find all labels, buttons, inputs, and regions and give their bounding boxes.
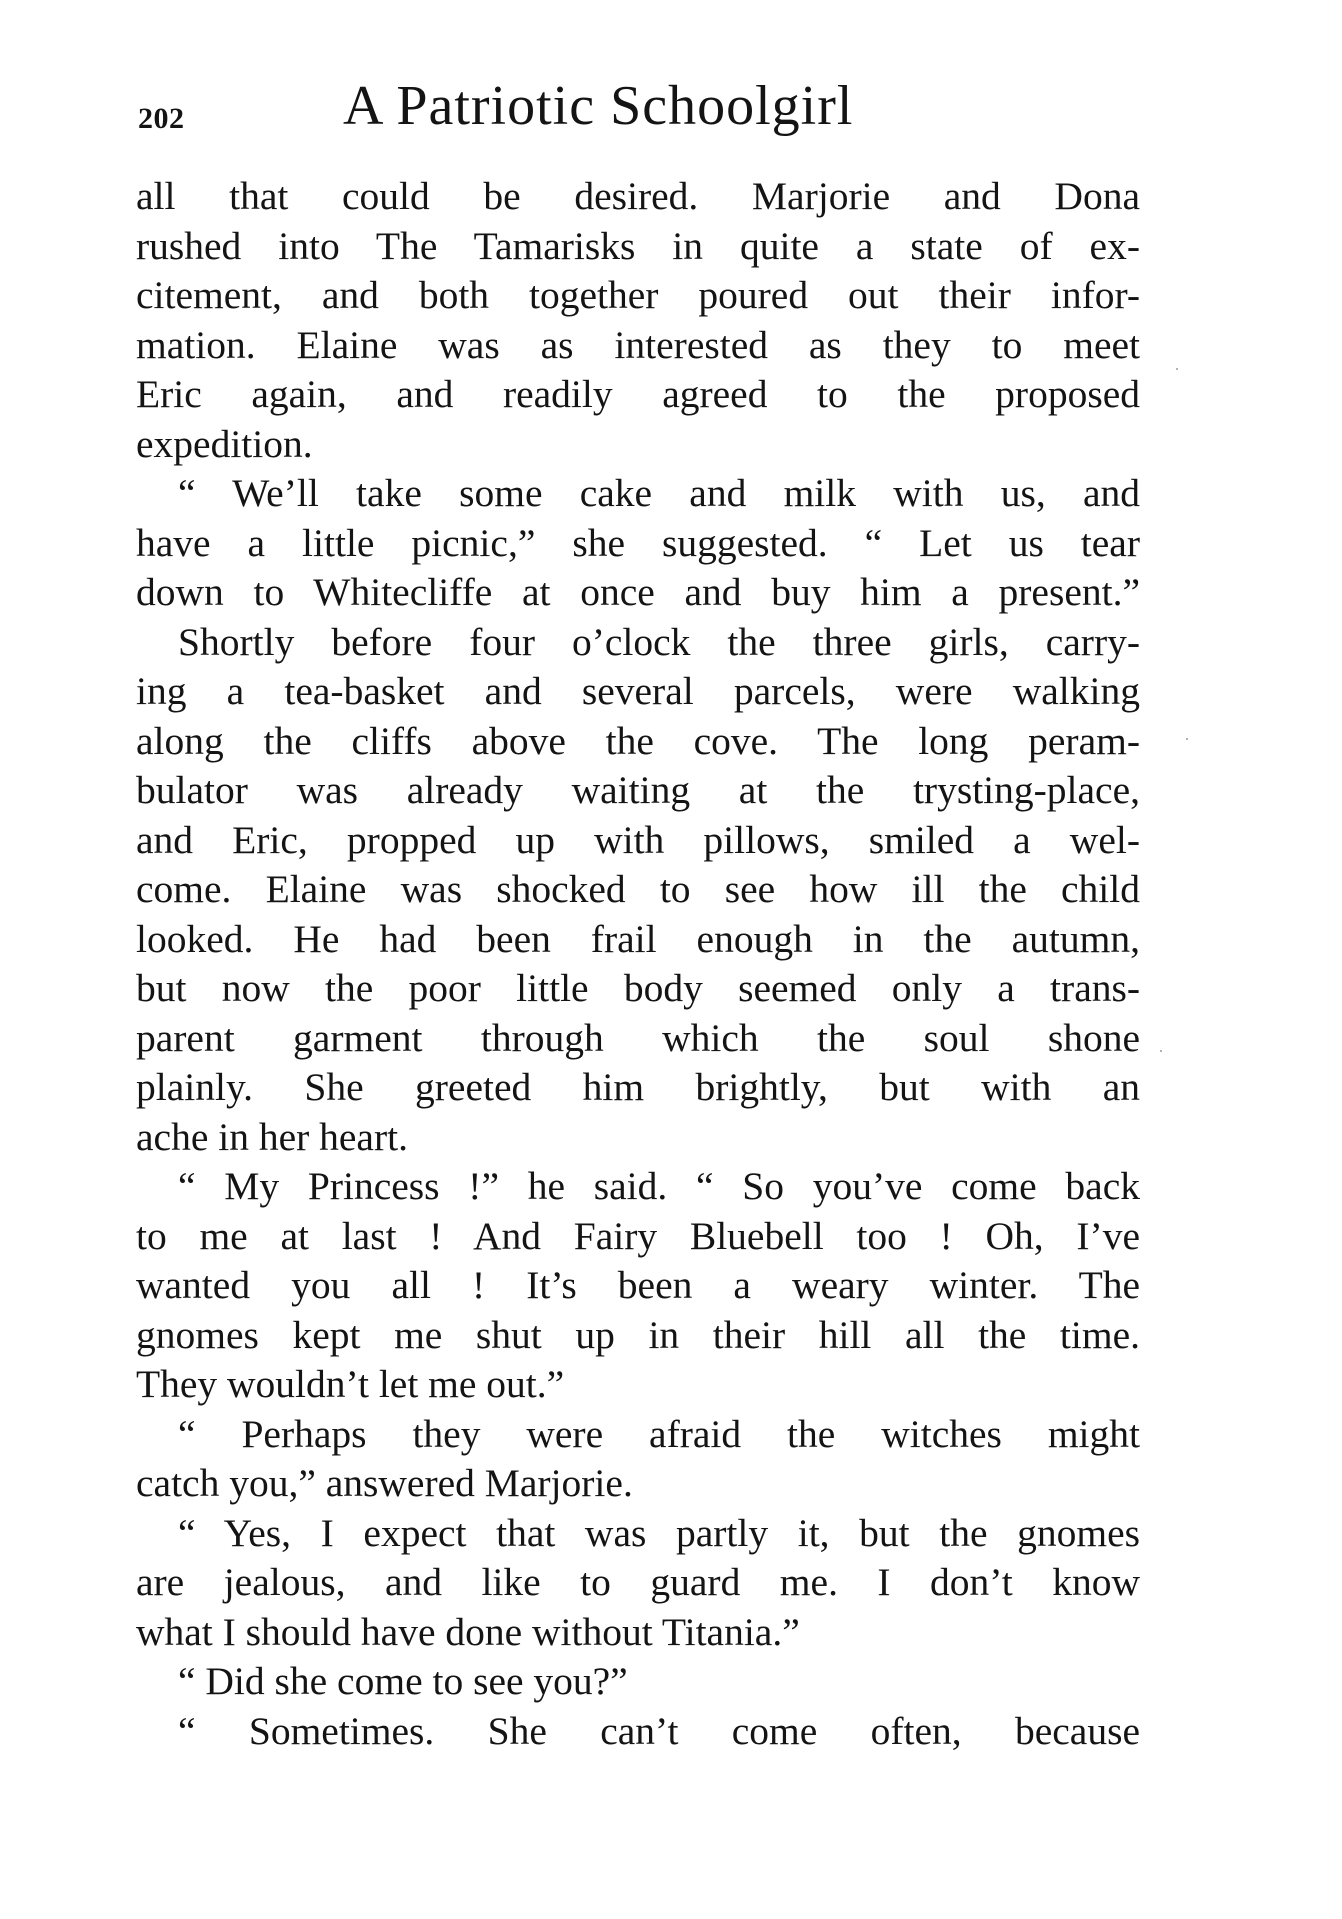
body-text [136, 172, 1140, 1756]
scan-speck [1186, 738, 1188, 740]
text-line: bulator was already waiting at the trysting-place, [136, 768, 1140, 812]
text-line: ing a tea-basket and several parcels, were walking [136, 669, 1140, 713]
text-line: to me at last ! And Fairy Bluebell too ! Oh, I’ve [136, 1213, 1140, 1258]
text-line: parent garment through which the soul shone [136, 1015, 1140, 1060]
text-line: all that could be desired. Marjorie and Dona [136, 174, 1140, 218]
text-line: have a little picnic,” she suggested. “ Let us tear [136, 520, 1140, 565]
scan-speck [1176, 368, 1178, 370]
text-line: looked. He had been frail enough in the autumn, [136, 916, 1140, 961]
text-line: “ Sometimes. She can’t come often, because [178, 1708, 1140, 1753]
text-line: ache in her heart. [136, 1114, 408, 1159]
text-line: along the cliffs above the cove. The long peram- [136, 718, 1140, 763]
page-number: 202 [138, 102, 185, 135]
text-line: and Eric, propped up with pillows, smiled a wel- [136, 817, 1140, 862]
text-line: but now the poor little body seemed only a trans- [136, 966, 1140, 1010]
text-line: rushed into The Tamarisks in quite a state of ex- [136, 223, 1140, 268]
scan-speck [1160, 1050, 1162, 1052]
text-line: plainly. She greeted him brightly, but with an [136, 1065, 1140, 1109]
running-title: A Patriotic Schoolgirl [343, 75, 854, 137]
text-line: are jealous, and like to guard me. I don’t know [136, 1560, 1140, 1604]
text-line: citement, and both together poured out their infor- [136, 273, 1140, 317]
text-line: “ We’ll take some cake and milk with us, and [178, 471, 1140, 515]
text-line: “ Perhaps they were afraid the witches might [178, 1411, 1140, 1456]
text-line: Eric again, and readily agreed to the proposed [136, 372, 1140, 416]
text-line: come. Elaine was shocked to see how ill the child [136, 867, 1140, 911]
running-head [138, 74, 1138, 154]
text-line: gnomes kept me shut up in their hill all the time. [136, 1312, 1140, 1357]
text-line: what I should have done without Titania.” [136, 1609, 800, 1654]
text-line: catch you,” answered Marjorie. [136, 1461, 633, 1505]
text-line: Shortly before four o’clock the three girls, carry- [178, 619, 1140, 664]
text-line: They wouldn’t let me out.” [136, 1362, 565, 1406]
text-line: down to Whitecliffe at once and buy him a present.” [136, 570, 1140, 614]
text-line: “ My Princess !” he said. “ So you’ve come back [178, 1164, 1140, 1208]
text-line: wanted you all ! It’s been a weary winter. The [136, 1263, 1140, 1307]
text-line: expedition. [136, 421, 313, 466]
text-line: mation. Elaine was as interested as they to meet [136, 322, 1140, 367]
text-line: “ Yes, I expect that was partly it, but the gnomes [178, 1510, 1140, 1555]
text-line: “ Did she come to see you?” [178, 1659, 628, 1703]
